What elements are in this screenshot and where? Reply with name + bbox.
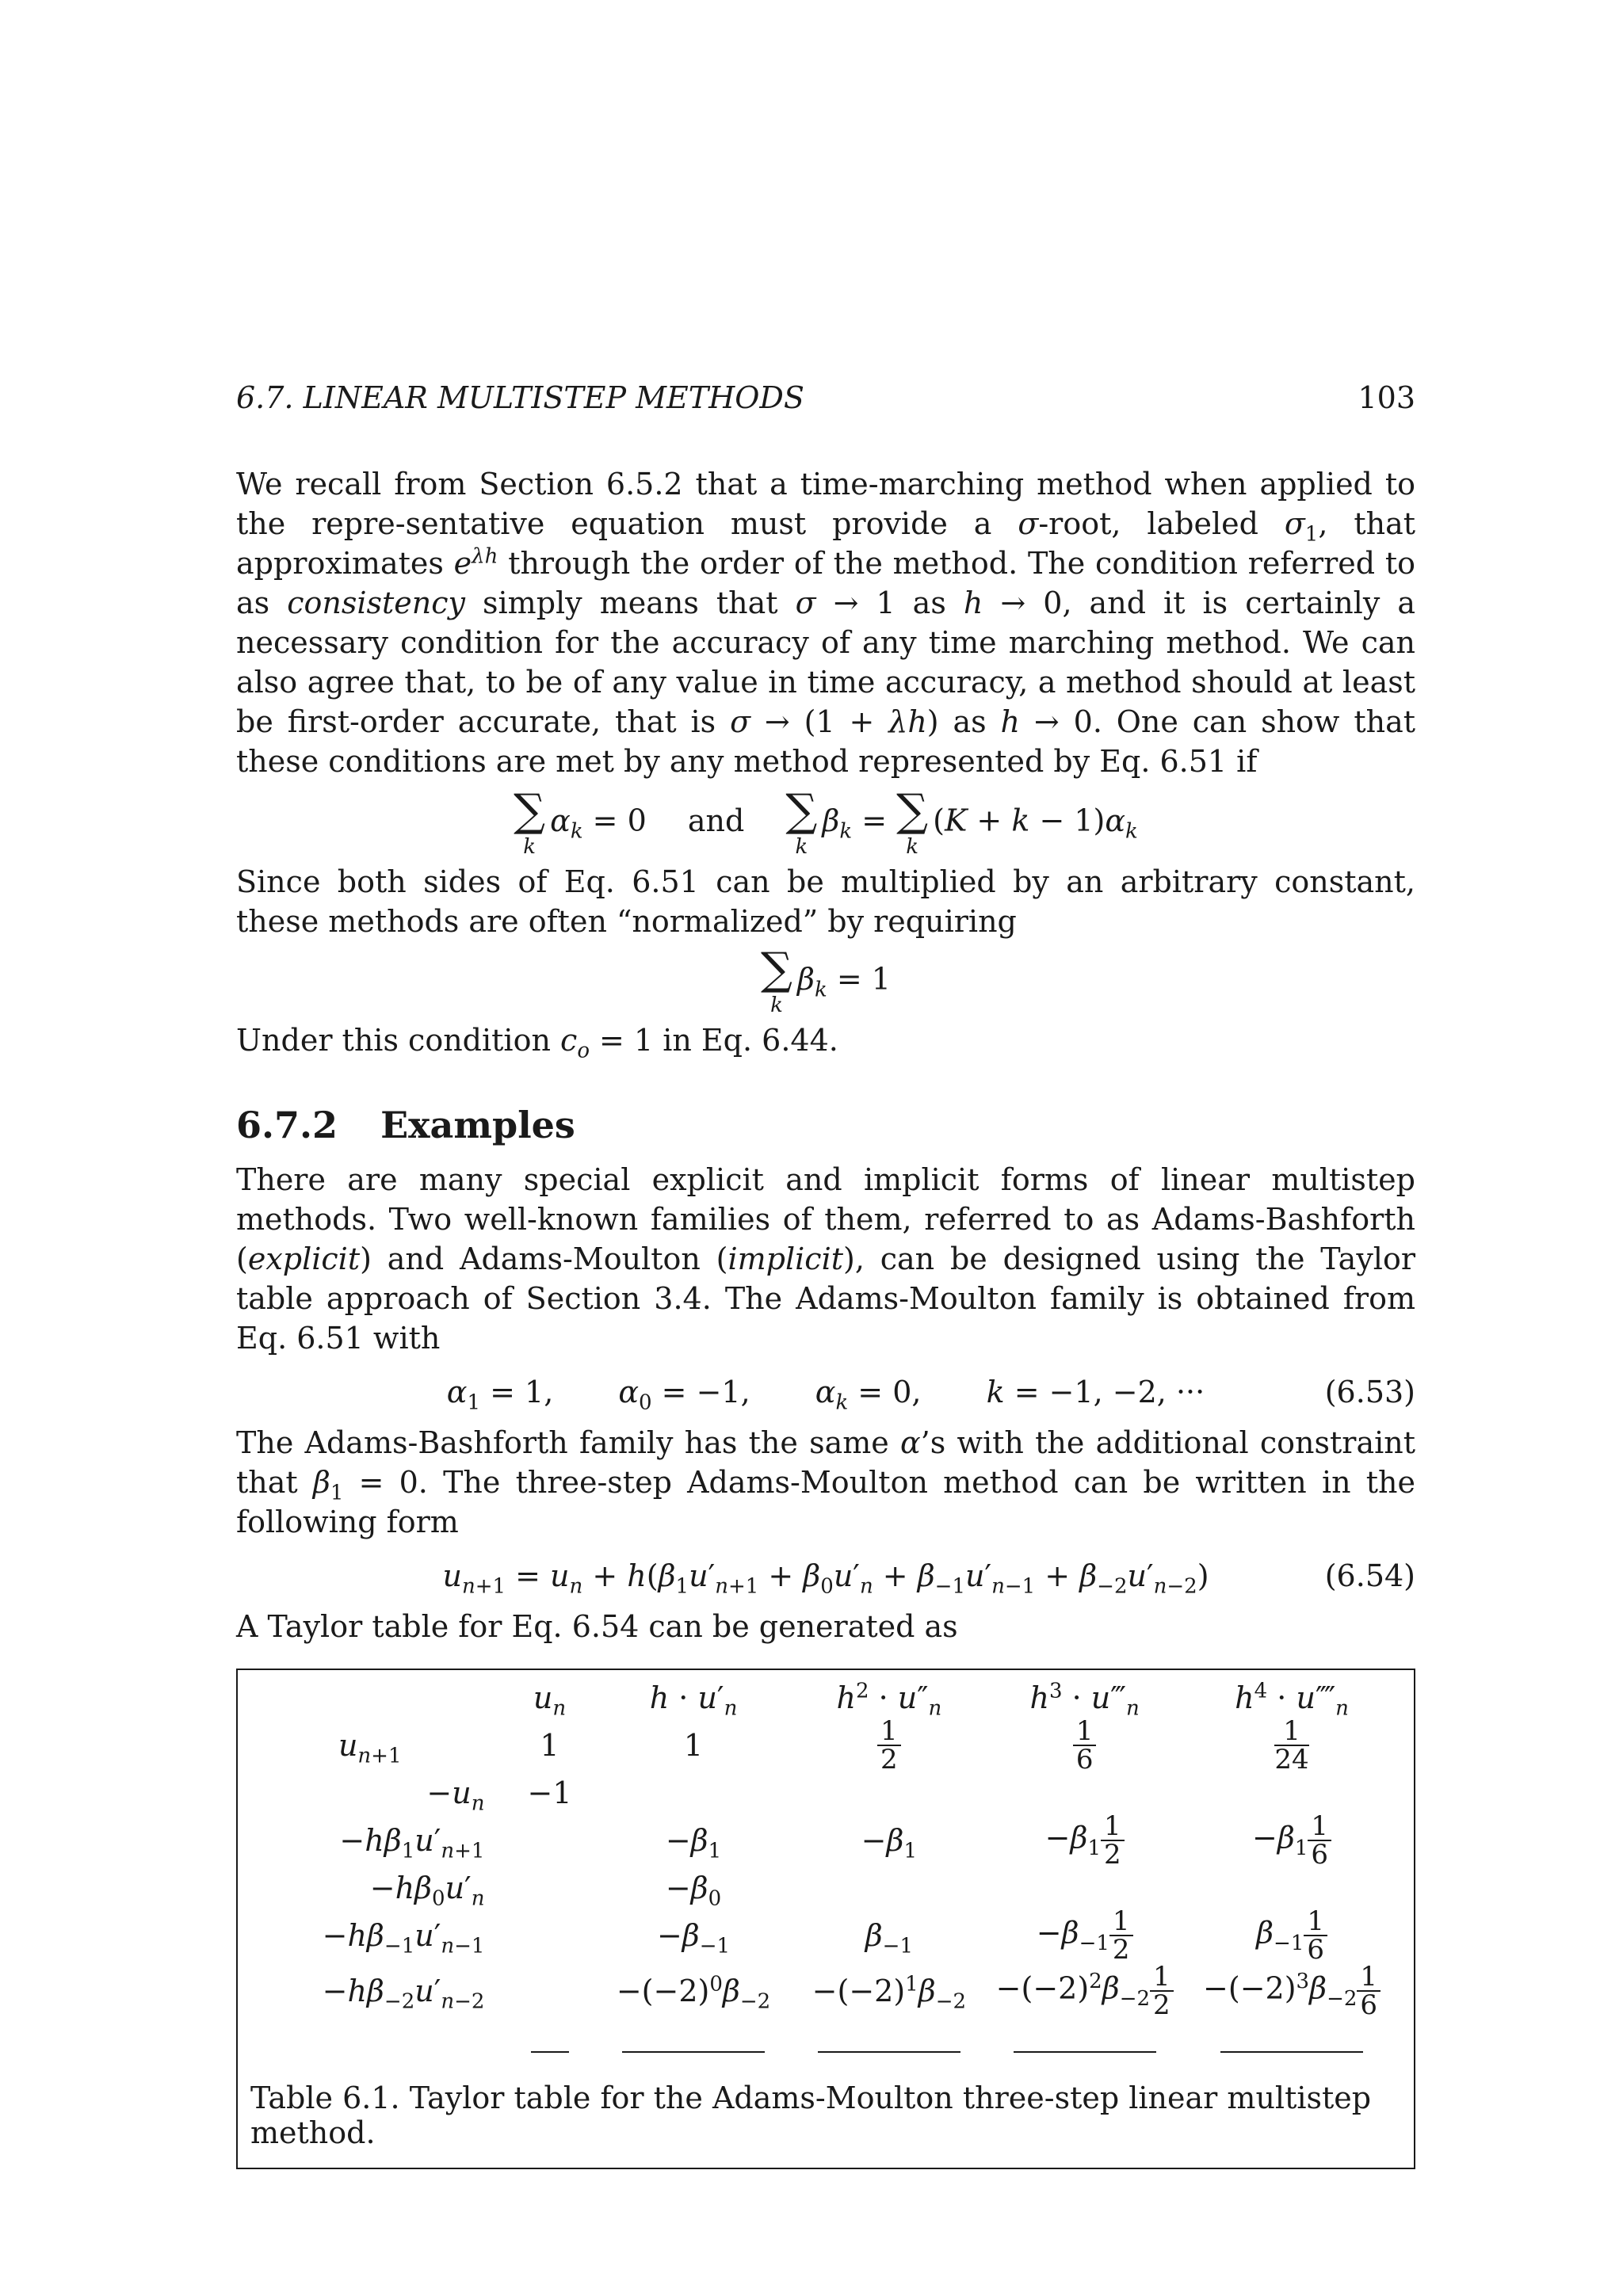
- paragraph-6: A Taylor table for Eq. 6.54 can be generated as: [236, 1609, 958, 1644]
- section-heading: 6.7.2 Examples: [236, 1104, 575, 1146]
- table-header-row: $u_n$ $h \cdot u'_n$ $h^2 \cdot u''_n$ $h^3$ · $u‴_n$ $h^4$ · $u⁗_n$: [533, 1679, 1349, 1721]
- taylor-table: [250, 1678, 1401, 2066]
- table-row: $u_{n+1}$ 1 1 $\frac{1}{2}$ $\frac{1}{6}$ $\frac{1}{24}$: [338, 1715, 1309, 1775]
- equation-6-54: $u_{n+1} = u_n + h(\beta_1u'_{n+1} + \beta_0u'_n + \beta_{-1}u'_{n-1} + \beta_{-2}u'_{n-2})$ (6.54): [236, 1556, 1415, 1596]
- paragraph-4: There are many special explicit and implicit forms of linear multistep methods. Two well-known families of them, referred to as Adams-Bashforth (explicit) and Adams-Moulton (implicit), can be designed using the Taylor table approach of Section 3.4. The Adams-Moulton family is obtained from Eq. 6.51 with: [236, 1162, 1415, 1356]
- table-row: $-h\beta_1u'_{n+1}$ $-\beta_1$ $-\beta_1$ $-\beta_1$ $\frac{1}{2}$ $-\beta_1$ $\frac{1}{6}$: [250, 1813, 1401, 1868]
- table-row: $-h\beta_{-2}u'_{n-2}$ $-(-2)^0\beta_{-2}$ $-(-2)^1\beta_{-2}$ $-(-2)^2\beta_{-2}$ $\frac{1}{2}$ $-(-2)^3\beta_{-2}$ $\frac{1}{6}$: [250, 1963, 1401, 2019]
- normalization-equation: ∑ k $\beta_k = 1$: [761, 944, 891, 1017]
- paragraph-1: We recall from Section 6.5.2 that a time-marching method when applied to the repre-sentative equation must provide a σ-root, labeled $\sigma_1$, that approximates $e^{\lambda h}$ through the order of the method. The condition referred to as consistency simply means that σ → 1 as h → 0, and it is certainly a necessary condition for the accuracy of any time marching method. We can also agree that, to be of any value in time accuracy, a method should at least be first-order accurate, that is σ → (1 + λh) as h → 0. One can show that these conditions are met by any method represented by Eq. 6.51 if: [236, 467, 1416, 779]
- paragraph-3: Under this condition $c_o = 1$ in Eq. 6.44.: [236, 1023, 838, 1063]
- table-caption: Table 6.1. Taylor table for the Adams-Moulton three-step linear multistep method.: [250, 2081, 1372, 2150]
- paragraph-5: The Adams-Bashforth family has the same α’s with the additional constraint that $\beta_1 = 0$. The three-step Adams-Moulton method can be written in the following form: [236, 1425, 1415, 1539]
- table-row: $-u_n$ −1: [426, 1775, 572, 1816]
- page-number: 103: [1358, 380, 1415, 415]
- page: [236, 380, 1415, 2169]
- header-section: 6.7. LINEAR MULTISTEP METHODS: [236, 380, 804, 415]
- table-row: $-h\beta_0u'_n$ $-\beta_0$: [369, 1871, 722, 1911]
- table-row: $-h\beta_{-1}u'_{n-1}$ $-\beta_{-1}$ $\beta_{-1}$ $-\beta_{-1}$ $\frac{1}{2}$ $\beta_{-1}$ $\frac{1}{6}$: [250, 1908, 1401, 1963]
- running-header: [236, 380, 1415, 415]
- equation-number: (6.54): [1324, 1558, 1415, 1593]
- taylor-table-box: [236, 1669, 1415, 2169]
- table-sum-rules: [250, 2019, 1401, 2066]
- equation-6-53: $\alpha_1 = 1$, $\alpha_0 = -1$, $\alpha_k = 0$, k = −1, −2, ··· (6.53): [236, 1372, 1415, 1412]
- consistency-equation: ∑ k $\alpha_k = 0$ and ∑ k $\beta_k$ = ∑ k $(K + k - 1)\alpha_k$: [514, 785, 1138, 859]
- equation-number: (6.53): [1324, 1375, 1415, 1409]
- paragraph-2: Since both sides of Eq. 6.51 can be multiplied by an arbitrary constant, these methods are often “normalized” by requiring: [236, 864, 1415, 939]
